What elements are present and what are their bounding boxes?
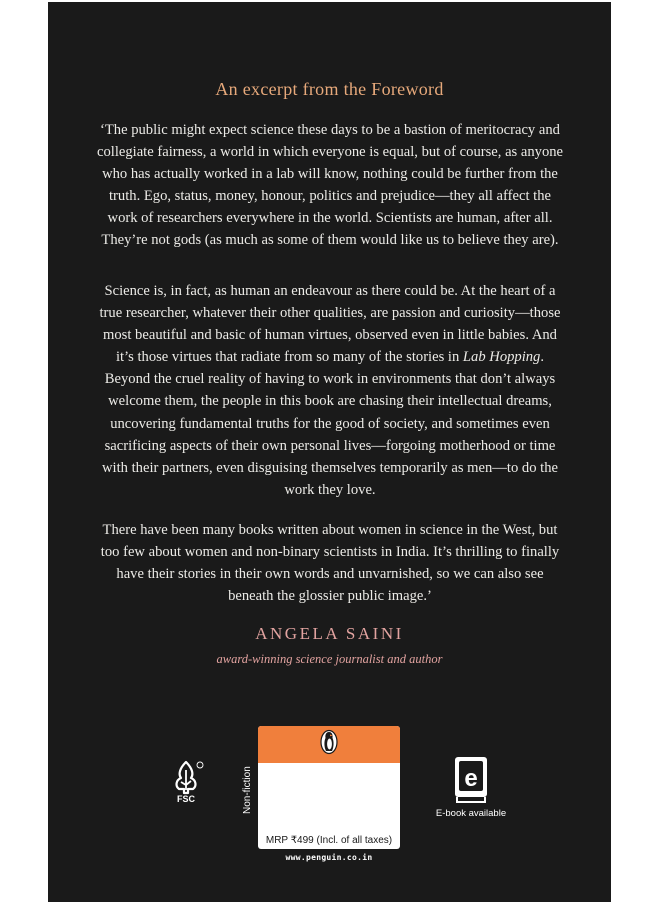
author-description: award-winning science journalist and author — [216, 652, 443, 666]
ebook-available-label: E-book available — [435, 808, 507, 819]
foreword-heading: An excerpt from the Foreword — [215, 79, 444, 99]
foreword-paragraph-3: There have been many books written about women in science in the West, but too few about women and non-binary scientists in India. It’s thrilling to finally have their stories in their own words and unvarnished, so we can also see beneath the glossier public image.’ — [100, 522, 560, 605]
ebook-letter: e — [464, 765, 478, 792]
foreword-paragraph-1: ‘The public might expect science these days to be a bastion of meritocracy and collegiate fairness, a world in which everyone is equal, but of course, as anyone who has actually worked in a lab will know, nothing could be further from the truth. Ego, status, money, honour, politics and prejudice—they all affect the work of researchers everywhere in the world. Scientists are human, after all. They’re not gods (as much as some of them would like us to believe they are). — [96, 122, 564, 249]
author-name: ANGELA SAINI — [255, 624, 404, 643]
publisher-website: www.penguin.co.in — [285, 853, 373, 862]
foreword-paragraph-2 — [96, 280, 564, 501]
back-cover — [48, 2, 611, 902]
price-barcode-box — [258, 726, 400, 849]
paragraph-2-text-end: . Beyond the cruel reality of having to work in environments that don’t always welcome them, the people in this book are chasing their intellectual dreams, uncovering fundamental truths for the good of society, and sometimes even sacrificing aspects of their own personal lives—forgoing motherhood or time with their partners, even disguising themselves temporarily as men—to do the work they love. — [102, 349, 558, 498]
paragraph-2-text-start: Science is, in fact, as human an endeavour as there could be. At the heart of a true researcher, whatever their other qualities, are passion and curiosity—those most beautiful and basic of human virtues, observed even in little babies. And it’s those virtues that radiate from so many of the stories in — [99, 283, 561, 366]
price-label: MRP ₹499 (Incl. of all taxes) — [265, 835, 393, 846]
penguin-orange-band — [258, 726, 400, 763]
genre-label: Non-fiction — [242, 766, 253, 814]
ebook-icon — [453, 756, 489, 804]
book-title-italic: Lab Hopping — [462, 349, 541, 366]
fsc-label: FSC — [177, 794, 195, 804]
penguin-logo-icon — [319, 729, 339, 755]
